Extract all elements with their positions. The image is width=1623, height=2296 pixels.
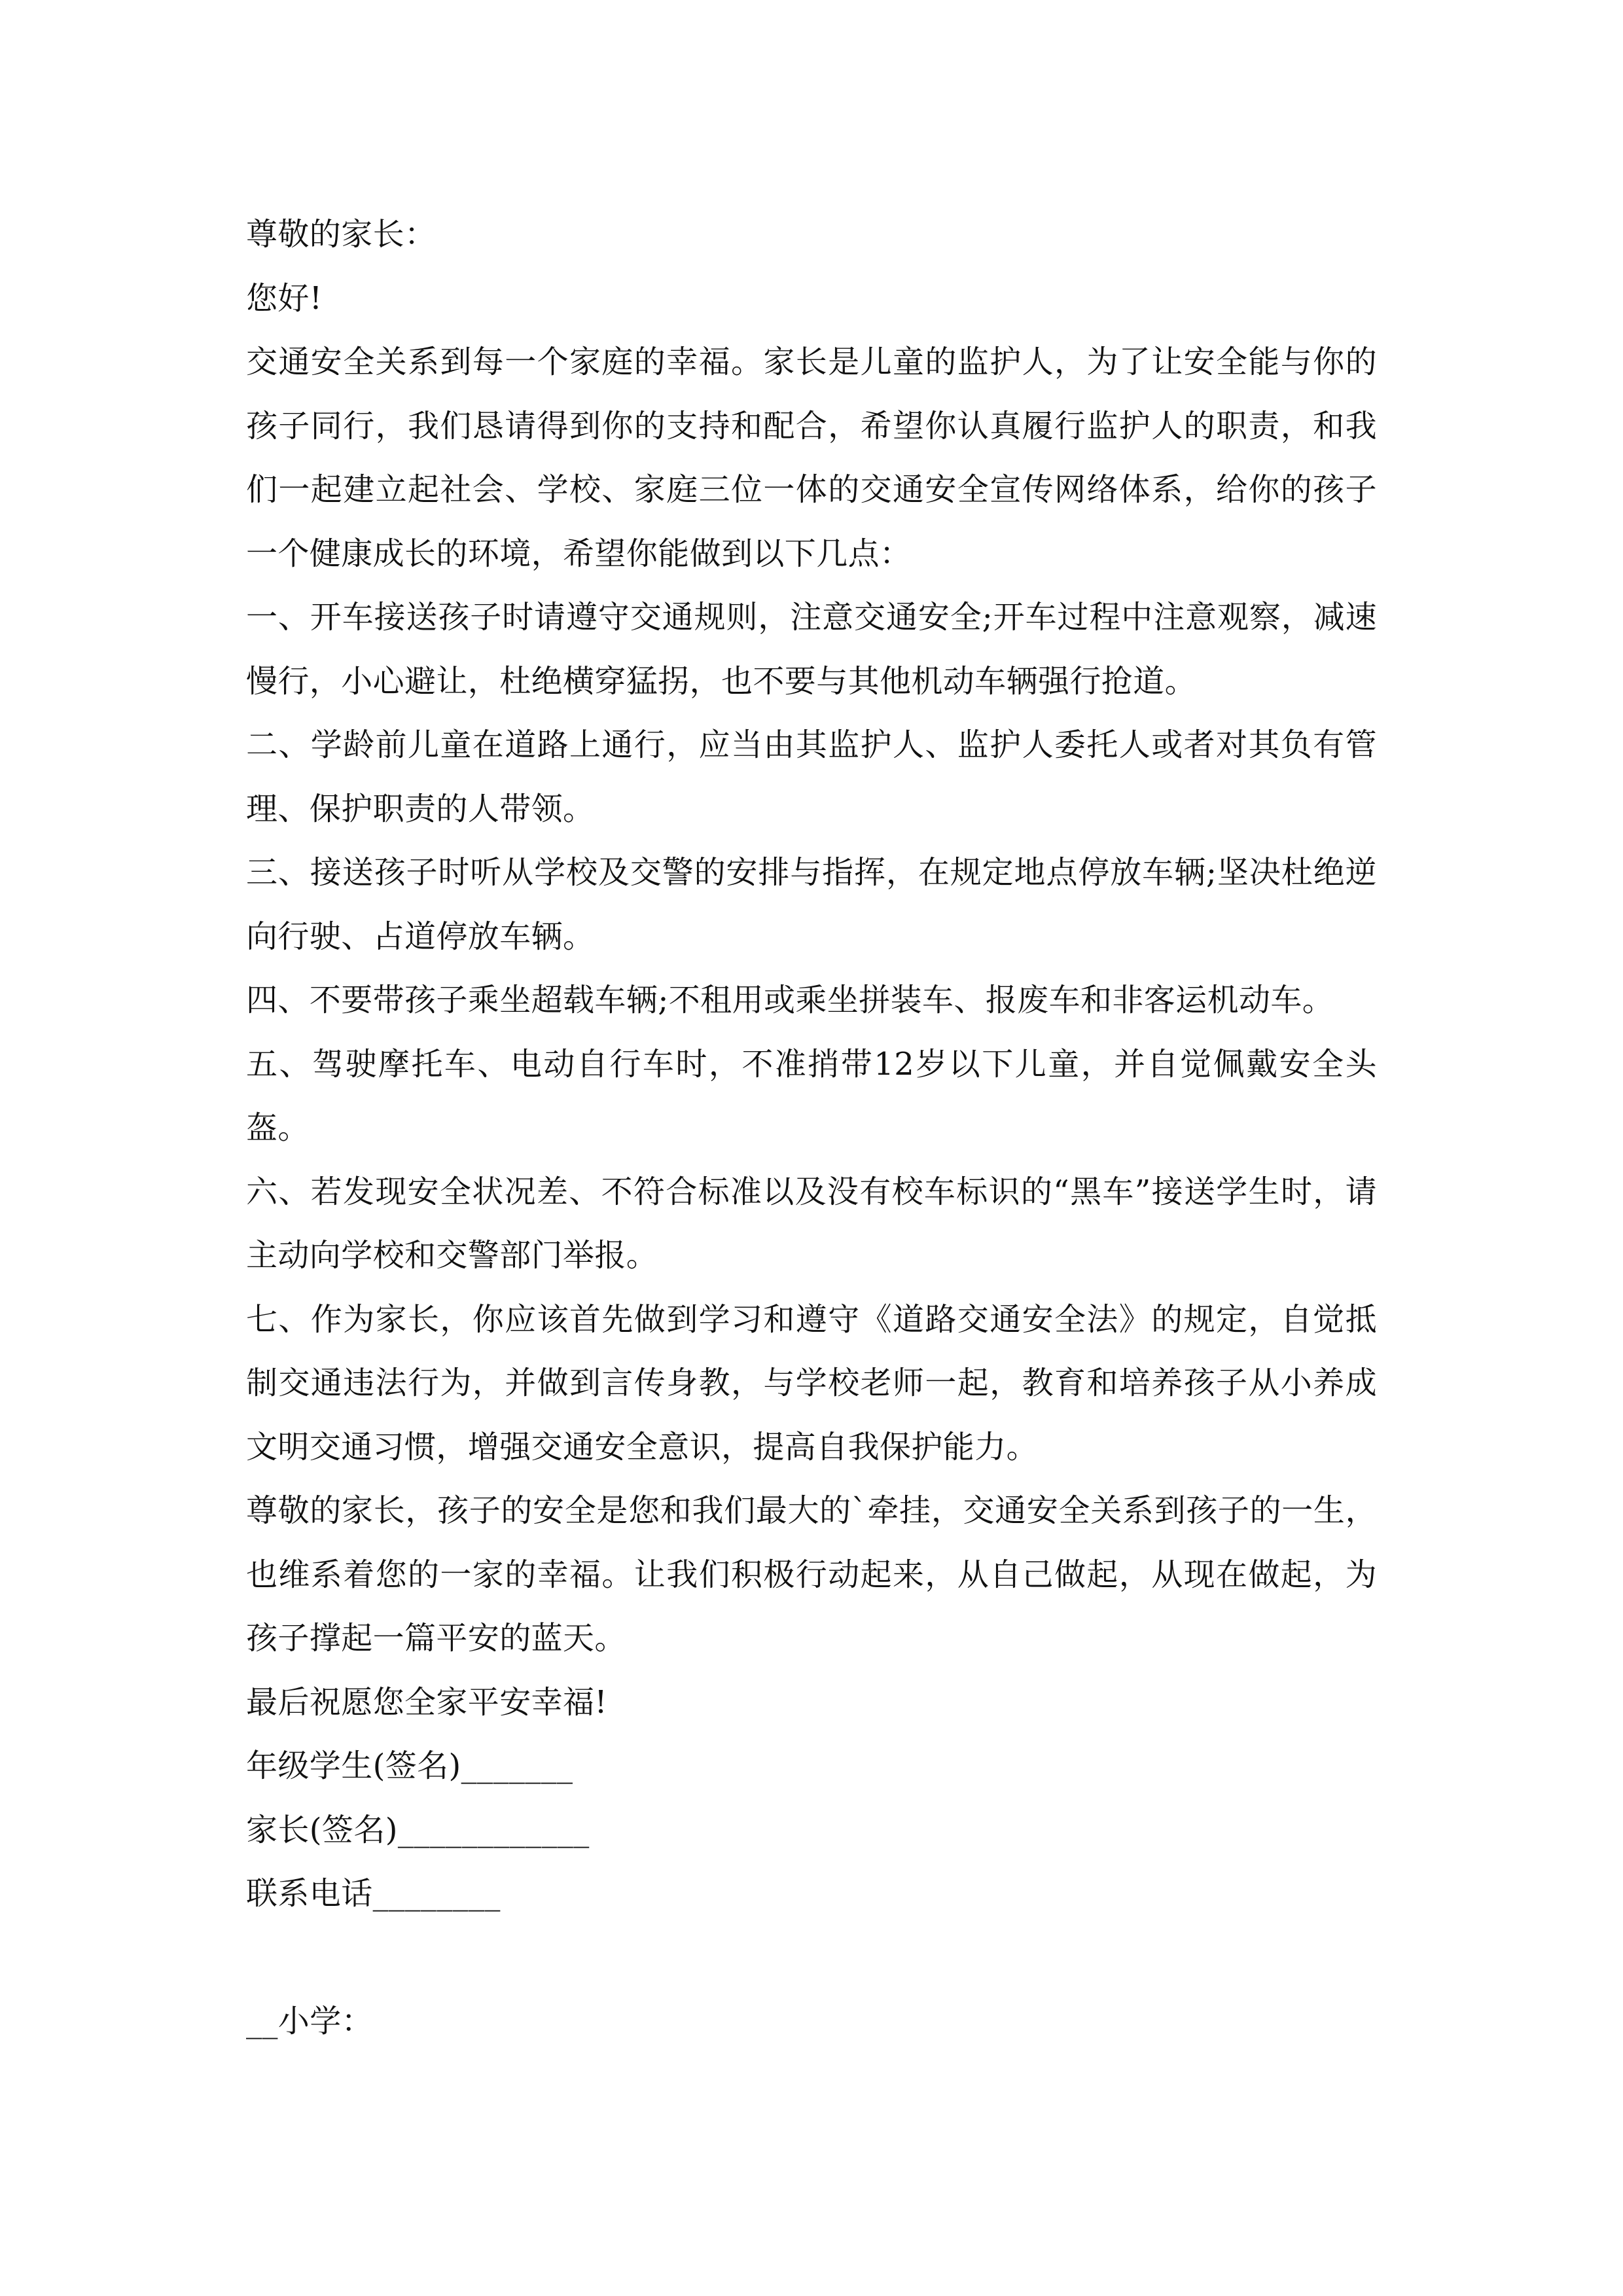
signature-parent: 家长(签名)____________ bbox=[246, 1811, 590, 1848]
wish-line: 最后祝愿您全家平安幸福! bbox=[246, 1683, 608, 1721]
contact-phone: 联系电话________ bbox=[246, 1875, 501, 1912]
item-1: 一、开车接送孩子时请遵守交通规则，注意交通安全;开车过程中注意观察，减速慢行，小心避让，杜绝横穿猛拐，也不要与其他机动车辆强行抢道。 bbox=[246, 599, 1377, 700]
item-4: 四、不要带孩子乘坐超载车辆;不租用或乘坐拼装车、报废车和非客运机动车。 bbox=[246, 982, 1334, 1018]
item-5: 五、驾驶摩托车、电动自行车时，不准捎带12岁以下儿童，并自觉佩戴安全头盔。 bbox=[246, 1045, 1377, 1146]
greeting: 您好! bbox=[246, 279, 323, 317]
letter-body bbox=[246, 203, 1377, 2054]
item-3: 三、接送孩子时听从学校及交警的安排与指挥，在规定地点停放车辆;坚决杜绝逆向行驶、占道停放车辆。 bbox=[246, 854, 1377, 955]
item-6: 六、若发现安全状况差、不符合标准以及没有校车标识的“黑车”接送学生时，请主动向学校和交警部门举报。 bbox=[246, 1173, 1377, 1274]
intro-paragraph: 交通安全关系到每一个家庭的幸福。家长是儿童的监护人，为了让安全能与你的孩子同行，我们恳请得到你的支持和配合，希望你认真履行监护人的职责，和我们一起建立起社会、学校、家庭三位一体的交通安全宣传网络体系，给你的孩子一个健康成长的环境，希望你能做到以下几点： bbox=[246, 344, 1377, 572]
closing-paragraph: 尊敬的家长，孩子的安全是您和我们最大的`牵挂，交通安全关系到孩子的一生，也维系着您的一家的幸福。让我们积极行动起来，从自己做起，从现在做起，为孩子撑起一篇平安的蓝天。 bbox=[246, 1492, 1377, 1657]
spacer bbox=[246, 1926, 1377, 1990]
item-2: 二、学龄前儿童在道路上通行，应当由其监护人、监护人委托人或者对其负有管理、保护职责的人带领。 bbox=[246, 726, 1377, 827]
school-line: __小学： bbox=[246, 2003, 374, 2039]
item-7: 七、作为家长，你应该首先做到学习和遵守《道路交通安全法》的规定，自觉抵制交通违法行为，并做到言传身教，与学校老师一起，教育和培养孩子从小养成文明交通习惯，增强交通安全意识，提高自我保护能力。 bbox=[246, 1300, 1377, 1465]
signature-student: 年级学生(签名)_______ bbox=[246, 1748, 573, 1784]
salutation: 尊敬的家长： bbox=[246, 216, 437, 253]
